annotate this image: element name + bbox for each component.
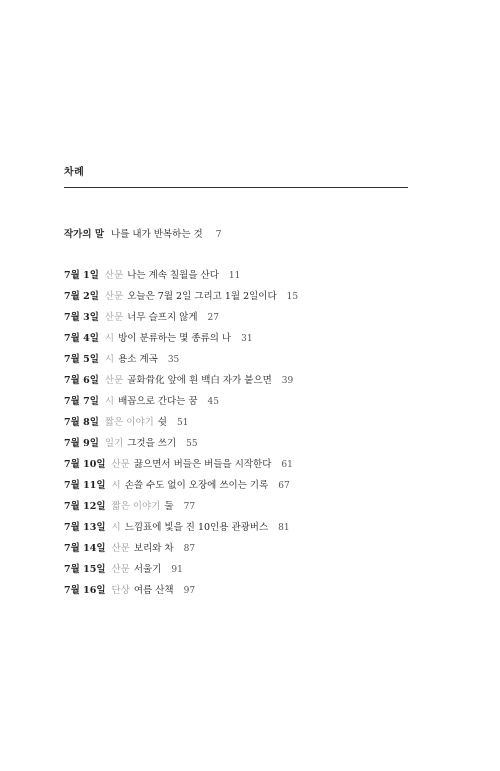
entry-page-number: 27 (207, 313, 219, 323)
preface-page-number: 7 (215, 230, 222, 240)
entry-genre: 시 (104, 354, 115, 365)
entry-date: 7월 4일 (64, 333, 99, 344)
entry-page-number: 91 (171, 565, 183, 575)
toc-heading: 차례 (64, 167, 85, 178)
entry-date: 7월 1일 (64, 270, 99, 281)
toc-entry (64, 268, 240, 284)
entry-genre: 산문 (104, 375, 124, 386)
toc-entry (64, 478, 290, 494)
entry-title: 여름 산책 (133, 585, 174, 596)
entry-genre: 짧은 이야기 (111, 501, 161, 512)
entry-page-number: 35 (167, 355, 180, 365)
entry-page-number: 67 (278, 481, 290, 491)
entry-title: 쉿 (157, 417, 167, 428)
entry-genre: 산문 (104, 270, 124, 281)
toc-entry (64, 457, 293, 473)
entry-date: 7월 6일 (64, 375, 99, 386)
entry-title: 끓으면서 버들은 버들을 시작한다 (133, 459, 272, 470)
preface-label: 작가의 말 (64, 229, 105, 240)
entry-date: 7월 10일 (64, 459, 106, 470)
entry-genre: 산문 (111, 459, 130, 470)
toc-entry (64, 583, 195, 599)
entry-genre: 시 (104, 396, 115, 407)
entry-date: 7월 8일 (64, 417, 99, 428)
entry-date: 7월 11일 (64, 480, 106, 491)
entry-title: 골화骨化 앞에 흰 백白 자가 붙으면 (127, 375, 272, 386)
toc-entry (64, 415, 188, 431)
entry-page-number: 81 (278, 523, 290, 533)
entry-genre: 시 (111, 480, 121, 491)
entry-genre: 산문 (104, 312, 124, 323)
toc-entry (64, 520, 290, 536)
entry-page-number: 31 (241, 334, 253, 344)
toc-entry (64, 373, 293, 389)
entry-page-number: 11 (228, 271, 241, 281)
entry-genre: 시 (104, 333, 115, 344)
entry-title: 손쓸 수도 없이 오장에 쓰이는 기록 (124, 480, 269, 491)
entry-title: 배꼽으로 간다는 꿈 (118, 396, 198, 407)
entry-title: 너무 슬프지 않게 (127, 312, 198, 323)
entry-title: 느낌표에 빛을 진 10인용 관광버스 (124, 522, 269, 533)
entry-genre: 산문 (111, 564, 130, 575)
entry-genre: 일기 (104, 438, 124, 449)
entry-page-number: 39 (281, 376, 294, 386)
entry-date: 7월 7일 (64, 396, 99, 407)
entry-title: 서울기 (133, 564, 162, 575)
entry-date: 7월 2일 (64, 291, 99, 302)
entry-date: 7월 5일 (64, 354, 99, 365)
entry-title: 나는 계속 칠월을 산다 (127, 270, 219, 281)
toc-entry (64, 562, 183, 578)
preface-title: 나를 내가 반복하는 것 (111, 229, 203, 240)
toc-entry (64, 289, 298, 305)
toc-entry-preface (64, 227, 221, 243)
entry-page-number: 45 (207, 397, 219, 407)
entry-date: 7월 13일 (64, 522, 106, 533)
entry-genre: 산문 (111, 543, 130, 554)
toc-entry (64, 499, 195, 515)
entry-genre: 시 (111, 522, 121, 533)
entry-page-number: 61 (281, 460, 293, 470)
toc-entry (64, 436, 198, 452)
toc-entry (64, 352, 179, 368)
toc-entry (64, 310, 219, 326)
entry-page-number: 77 (183, 502, 196, 512)
toc-divider (64, 187, 408, 188)
entry-date: 7월 16일 (64, 585, 106, 596)
entry-date: 7월 14일 (64, 543, 106, 554)
entry-genre: 짧은 이야기 (104, 417, 154, 428)
entry-genre: 산문 (104, 291, 124, 302)
entry-title: 둘 (164, 501, 174, 512)
entry-title: 보리와 차 (133, 543, 174, 554)
entry-page-number: 55 (186, 439, 198, 449)
toc-entry (64, 541, 195, 557)
entry-title: 그것을 쓰기 (127, 438, 177, 449)
entry-page-number: 97 (183, 586, 196, 596)
entry-page-number: 51 (176, 418, 189, 428)
entry-title: 용소 계곡 (118, 354, 158, 365)
entry-title: 방이 분류하는 몇 종류의 나 (118, 333, 232, 344)
entry-page-number: 15 (286, 292, 299, 302)
entry-page-number: 87 (183, 544, 196, 554)
entry-title: 오늘은 7월 2일 그리고 1월 2일이다 (127, 291, 277, 302)
entry-genre: 단상 (111, 585, 130, 596)
toc-entry (64, 331, 253, 347)
entry-date: 7월 3일 (64, 312, 99, 323)
entry-date: 7월 15일 (64, 564, 106, 575)
entry-date: 7월 12일 (64, 501, 106, 512)
toc-entry (64, 394, 219, 410)
entry-date: 7월 9일 (64, 438, 99, 449)
